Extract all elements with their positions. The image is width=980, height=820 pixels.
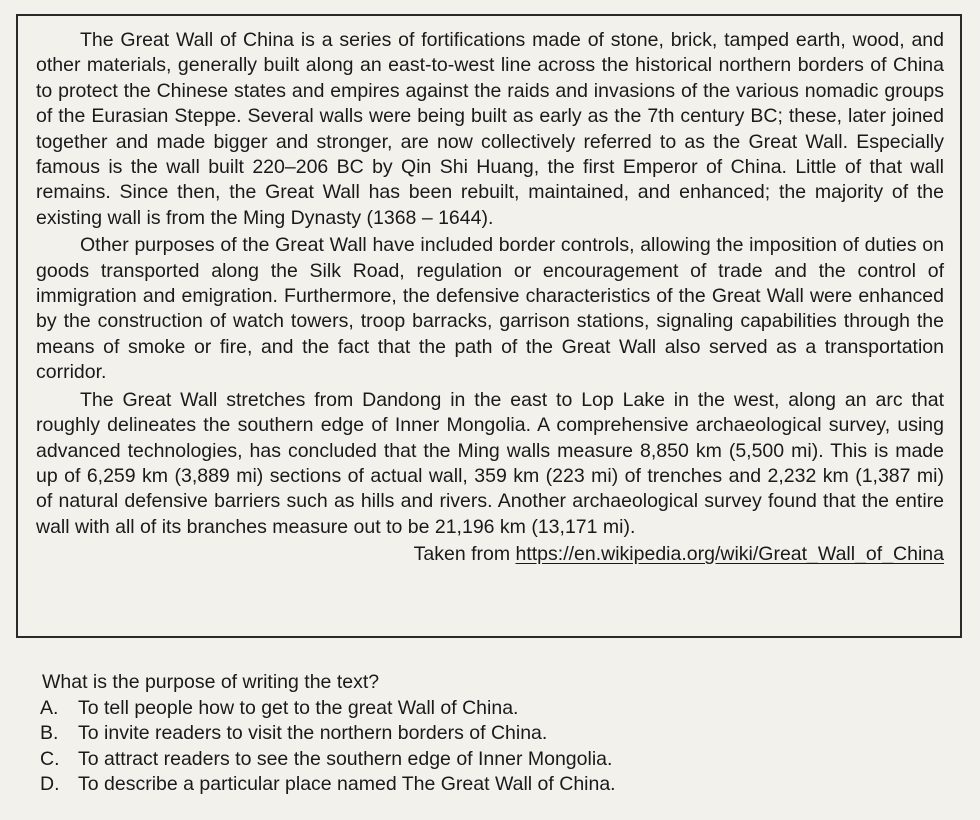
option-b-letter: B. [40, 722, 59, 745]
paragraph-2: Other purposes of the Great Wall have included border controls, allowing the imposition of duties on goods transported along the Silk Road, regulation or encouragement of trade and the control of immigration and emigration. Furthermore, the defensive characteristics of the Great Wall were enhanced by the construction of watch towers, troop barracks, garrison stations, signaling capabilities through the means of smoke or fire, and the fact that the path of the Great Wall also served as a transportation corridor. [36, 234, 944, 384]
question-block [40, 670, 940, 798]
option-a-letter: A. [40, 696, 59, 719]
source-prefix: Taken from [413, 543, 511, 566]
reading-passage [16, 14, 962, 638]
option-c-letter: C. [40, 747, 60, 770]
option-c [40, 747, 940, 773]
option-d-letter: D. [40, 773, 60, 796]
option-c-text: To attract readers to see the southern edge of Inner Mongolia. [78, 747, 613, 770]
question-text: What is the purpose of writing the text? [42, 671, 380, 693]
option-b [40, 721, 940, 747]
paragraph-1: The Great Wall of China is a series of fortifications made of stone, brick, tamped earth, wood, and other materials, generally built along an east-to-west line across the historical northern borders of China to protect the Chinese states and empires against the raids and invasions of the various nomadic groups of the Eurasian Steppe. Several walls were being built as early as the 7th century BC; these, later joined together and made bigger and stronger, are now collectively referred to as the Great Wall. Especially famous is the wall built 220–206 BC by Qin Shi Huang, the first Emperor of China. Little of that wall remains. Since then, the Great Wall has been rebuilt, maintained, and enhanced; the majority of the existing wall is from the Ming Dynasty (1368 – 1644). [36, 29, 944, 229]
source-citation [36, 542, 944, 567]
option-d-text: To describe a particular place named The Great Wall of China. [78, 773, 616, 796]
option-a [40, 696, 940, 722]
option-b-text: To invite readers to visit the northern borders of China. [78, 722, 548, 745]
source-url: https://en.wikipedia.org/wiki/Great_Wall_of_China [515, 543, 944, 566]
option-a-text: To tell people how to get to the great Wall of China. [78, 696, 519, 719]
paragraph-3: The Great Wall stretches from Dandong in the east to Lop Lake in the west, along an arc that roughly delineates the southern edge of Inner Mongolia. A comprehensive archaeological survey, using advanced technologies, has concluded that the Ming walls measure 8,850 km (5,500 mi). This is made up of 6,259 km (3,889 mi) sections of actual wall, 359 km (223 mi) of trenches and 2,232 km (1,387 mi) of natural defensive barriers such as hills and rivers. Another archaeological survey found that the entire wall with all of its branches measure out to be 21,196 km (13,171 mi). [36, 388, 944, 538]
option-d [40, 772, 940, 798]
